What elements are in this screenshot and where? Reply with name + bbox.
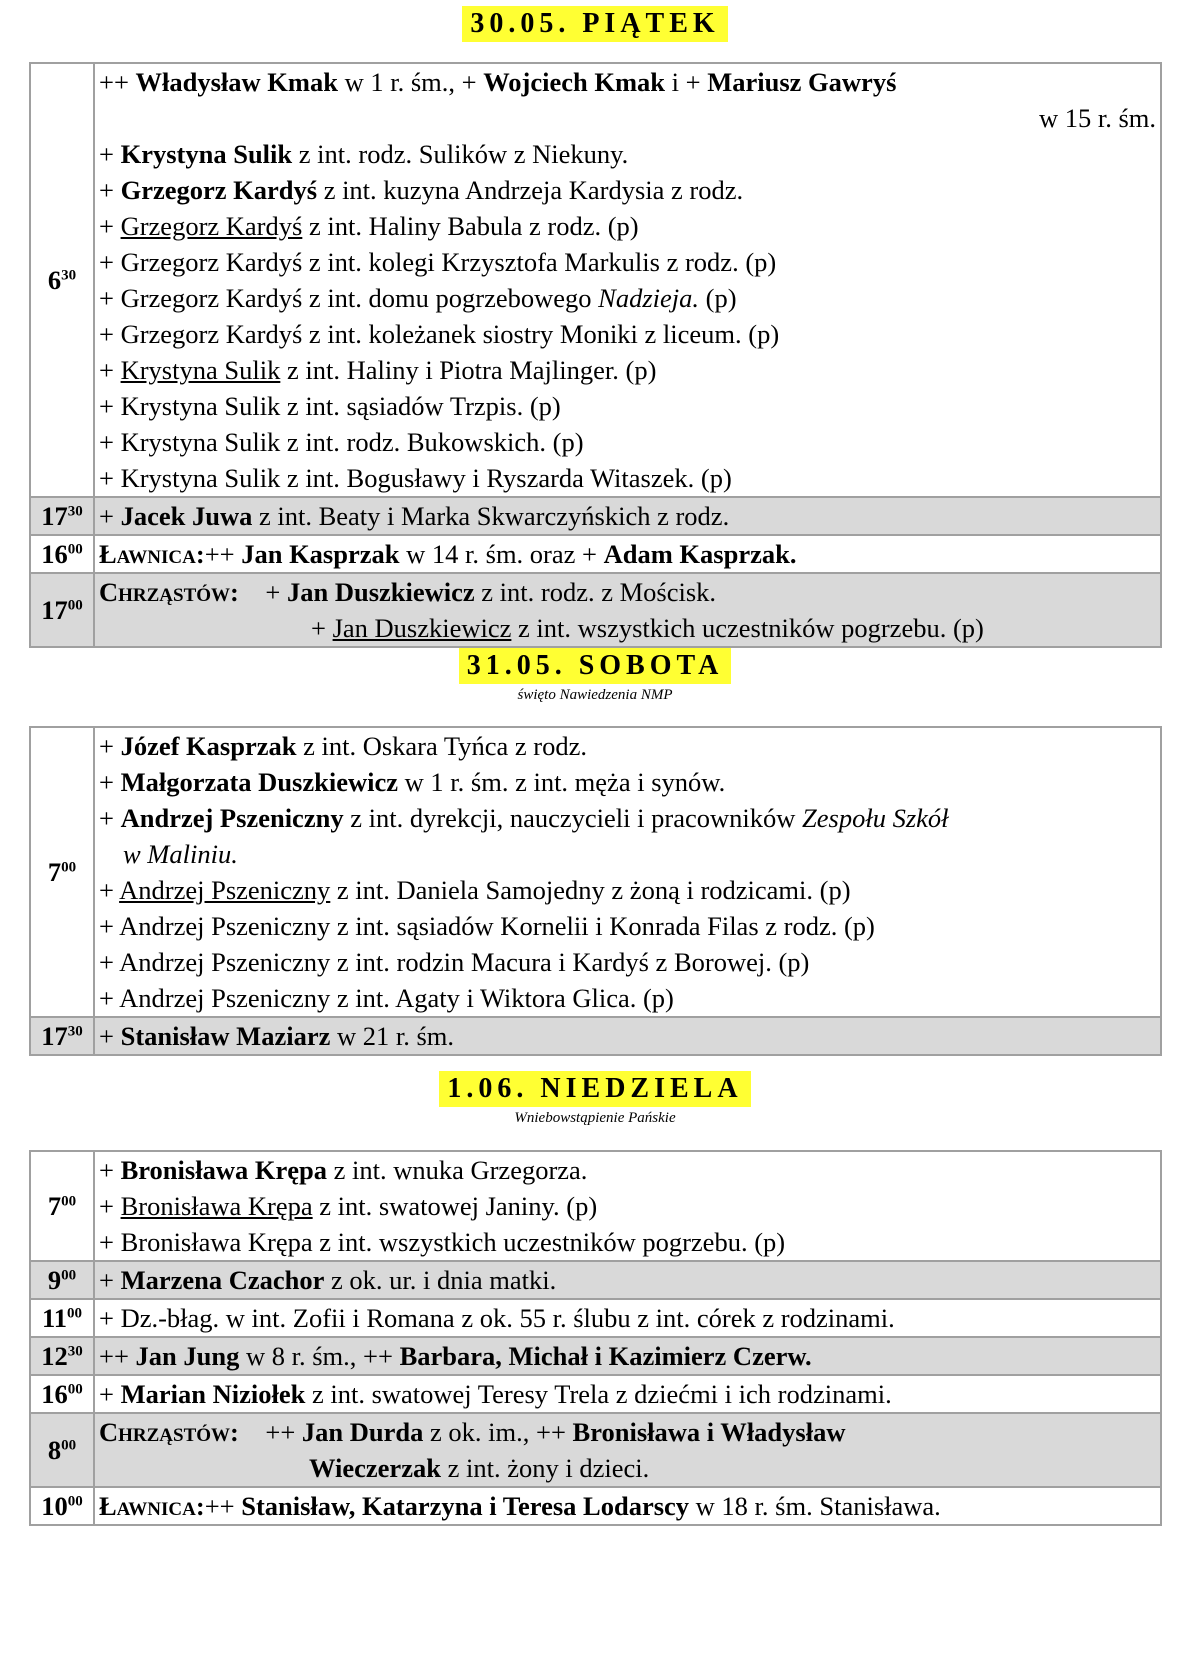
intention-text: w 18 r. śm. Stanisława. <box>689 1491 941 1521</box>
intention-line <box>99 1338 1156 1374</box>
intention-text: (p) <box>699 283 737 313</box>
intention-line <box>99 1018 1156 1054</box>
mass-intentions <box>94 573 1161 647</box>
intention-text: + <box>311 613 333 643</box>
mass-time-minutes: 00 <box>67 597 83 614</box>
intention-text: z int. Daniela Samojedny z żoną i rodzicami. (p) <box>330 875 851 905</box>
intention-line <box>99 1300 1156 1336</box>
mass-time-minutes: 00 <box>61 1267 77 1284</box>
intention-line <box>99 460 1156 496</box>
intention-text: w Maliniu. <box>123 839 238 869</box>
intention-text: z ok. im., ++ <box>423 1417 573 1447</box>
intention-line <box>99 1376 1156 1412</box>
intention-line <box>99 1262 1156 1298</box>
intention-line <box>99 352 1156 388</box>
intention-line <box>99 610 1156 646</box>
deceased-name: Marian Niziołek <box>120 1379 306 1409</box>
deceased-name: Marzena Czachor <box>120 1265 325 1295</box>
mass-row <box>30 1261 1161 1299</box>
intention-text: + <box>99 1021 121 1051</box>
intention-text: + Bronisława Krępa z int. wszystkich uczestników pogrzebu. (p) <box>99 1227 786 1257</box>
mass-row <box>30 727 1161 1017</box>
intention-text: z int. kuzyna Andrzeja Kardysia z rodz. <box>317 175 744 205</box>
day-subtitle: Wniebowstąpienie Pańskie <box>514 1110 676 1126</box>
deceased-name: Józef Kasprzak <box>120 731 297 761</box>
intention-line <box>99 536 1156 572</box>
intention-line <box>99 980 1156 1016</box>
intention-line <box>99 872 1156 908</box>
mass-intentions <box>94 535 1161 573</box>
intention-text: z int. wnuka Grzegorza. <box>326 1155 588 1185</box>
mass-time-hour: 16 <box>41 539 68 569</box>
intention-line <box>99 388 1156 424</box>
intention-text: z int. swatowej Janiny. (p) <box>312 1191 598 1221</box>
mass-row <box>30 1337 1161 1375</box>
intention-line <box>99 1152 1156 1188</box>
deceased-name: Grzegorz Kardyś <box>120 175 318 205</box>
deceased-name: Bronisława i Władysław <box>572 1417 846 1447</box>
mass-time-minutes: 00 <box>61 1437 77 1454</box>
intention-text: w 1 r. śm., + <box>337 67 484 97</box>
intention-text: + Grzegorz Kardyś z int. koleżanek siostry Moniki z liceum. (p) <box>99 319 780 349</box>
mass-time <box>30 1299 94 1337</box>
deceased-name: Jan Duszkiewicz <box>286 577 475 607</box>
schedule-table-1 <box>29 62 1162 648</box>
intention-line <box>99 64 1156 100</box>
mass-intentions <box>94 1413 1161 1487</box>
mass-time-minutes: 00 <box>67 541 83 558</box>
intention-text: + Dz.-błag. w int. Zofii i Romana z ok. 55 r. ślubu z int. córek z rodzinami. <box>99 1303 895 1333</box>
mass-time-minutes: 00 <box>67 1493 83 1510</box>
mass-time-hour: 6 <box>47 265 62 295</box>
mass-time-hour: 17 <box>41 595 68 625</box>
mass-time-hour: 10 <box>41 1491 68 1521</box>
intention-text: + <box>99 175 121 205</box>
mass-time-minutes: 00 <box>67 1305 83 1322</box>
intention-line <box>99 1450 1156 1486</box>
intention-text: w 21 r. śm. <box>330 1021 455 1051</box>
deceased-name: Wojciech Kmak <box>483 67 666 97</box>
mass-row <box>30 1017 1161 1055</box>
deceased-name: Stanisław Maziarz <box>120 1021 331 1051</box>
intention-text: + <box>238 577 287 607</box>
deceased-name: Bronisława Krępa <box>120 1155 327 1185</box>
intention-line <box>99 424 1156 460</box>
mass-time <box>30 1337 94 1375</box>
deceased-name: Stanisław, Katarzyna i Teresa Lodarscy <box>241 1491 690 1521</box>
intention-text: + Grzegorz Kardyś z int. domu pogrzebowego <box>99 283 599 313</box>
deceased-name: Barbara, Michał i Kazimierz Czerw. <box>399 1341 812 1371</box>
mass-time <box>30 1413 94 1487</box>
deceased-name: Andrzej Pszeniczny <box>120 803 344 833</box>
deceased-name: Jacek Juwa <box>120 501 253 531</box>
day-header-1 <box>0 6 1190 42</box>
intention-text: w 15 r. śm. <box>1038 103 1156 133</box>
intention-text: + Krystyna Sulik z int. rodz. Bukowskich. (p) <box>99 427 584 457</box>
intention-text: ++ <box>99 67 136 97</box>
mass-time-hour: 7 <box>47 1191 62 1221</box>
place-name: Ławnica: <box>99 1491 205 1521</box>
mass-time <box>30 1261 94 1299</box>
mass-intentions <box>94 63 1161 497</box>
mass-time <box>30 1017 94 1055</box>
intention-text: z int. swatowej Teresy Trela z dziećmi i ich rodzinami. <box>305 1379 892 1409</box>
mass-row <box>30 573 1161 647</box>
mass-time-hour: 7 <box>47 857 62 887</box>
mass-intentions <box>94 497 1161 535</box>
deceased-name: Jan Jung <box>135 1341 240 1371</box>
mass-row <box>30 1413 1161 1487</box>
intention-line <box>99 172 1156 208</box>
mass-time <box>30 727 94 1017</box>
intention-text: z int. rodz. Sulików z Niekuny. <box>292 139 629 169</box>
intention-text: ++ <box>99 1341 136 1371</box>
intention-line <box>99 1188 1156 1224</box>
mass-row <box>30 1299 1161 1337</box>
intention-line <box>99 1224 1156 1260</box>
day-title: 31.05. SOBOTA <box>459 648 732 684</box>
intention-text: + <box>99 355 121 385</box>
mass-intentions <box>94 1487 1161 1525</box>
intention-line <box>99 728 1156 764</box>
intention-text: Bronisława Krępa <box>120 1191 313 1221</box>
mass-intentions <box>94 1151 1161 1261</box>
mass-time-minutes: 30 <box>67 1023 83 1040</box>
intention-text: + <box>99 1379 121 1409</box>
deceased-name: Wieczerzak <box>309 1453 441 1483</box>
mass-row <box>30 535 1161 573</box>
mass-intentions <box>94 1261 1161 1299</box>
mass-time-hour: 17 <box>41 501 68 531</box>
mass-time <box>30 497 94 535</box>
intention-text: w 1 r. śm. z int. męża i synów. <box>398 767 726 797</box>
intention-text: + <box>99 501 121 531</box>
intention-text: + Krystyna Sulik z int. Bogusławy i Ryszarda Witaszek. (p) <box>99 463 732 493</box>
intention-line <box>99 1414 1156 1450</box>
intention-line <box>99 136 1156 172</box>
intention-text: z int. Haliny Babula z rodz. (p) <box>302 211 639 241</box>
intention-text: w 8 r. śm., ++ <box>239 1341 400 1371</box>
mass-time-minutes: 00 <box>61 859 77 876</box>
intention-text: z ok. ur. i dnia matki. <box>324 1265 557 1295</box>
mass-intentions <box>94 1337 1161 1375</box>
intention-text: ++ <box>204 539 242 569</box>
deceased-name: Mariusz Gawryś <box>707 67 897 97</box>
mass-row <box>30 1375 1161 1413</box>
intention-text: + <box>99 1191 121 1221</box>
intention-text: Nadzieja. <box>598 283 700 313</box>
intention-text: + Krystyna Sulik z int. sąsiadów Trzpis. (p) <box>99 391 561 421</box>
intention-line <box>99 764 1156 800</box>
mass-intentions <box>94 1375 1161 1413</box>
intention-text: + Andrzej Pszeniczny z int. sąsiadów Kornelii i Konrada Filas z rodz. (p) <box>99 911 875 941</box>
intention-line <box>99 498 1156 534</box>
mass-row <box>30 497 1161 535</box>
intention-text: + <box>99 1265 121 1295</box>
intention-text: Andrzej Pszeniczny <box>119 875 331 905</box>
mass-intentions <box>94 1017 1161 1055</box>
mass-time-hour: 16 <box>41 1379 68 1409</box>
intention-text: Krystyna Sulik <box>120 355 281 385</box>
mass-time <box>30 1151 94 1261</box>
place-name: Chrząstów: <box>99 577 239 607</box>
intention-line <box>99 836 1156 872</box>
mass-time-hour: 9 <box>47 1265 62 1295</box>
mass-time-hour: 17 <box>41 1021 68 1051</box>
intention-text: w 14 r. śm. oraz + <box>399 539 604 569</box>
deceased-name: Krystyna Sulik <box>120 139 293 169</box>
day-subtitle: święto Nawiedzenia NMP <box>517 687 673 703</box>
deceased-name: Władysław Kmak <box>135 67 338 97</box>
day-title: 30.05. PIĄTEK <box>462 6 727 42</box>
intention-line <box>99 908 1156 944</box>
mass-intentions <box>94 727 1161 1017</box>
intention-text: + <box>99 875 120 905</box>
mass-time-minutes: 30 <box>67 503 83 520</box>
intention-line <box>99 1488 1156 1524</box>
intention-text: z int. Beaty i Marka Skwarczyńskich z rodz. <box>252 501 730 531</box>
intention-text: + <box>99 211 121 241</box>
intention-text: z int. żony i dzieci. <box>440 1453 650 1483</box>
place-name: Chrząstów: <box>99 1417 239 1447</box>
intention-text: + <box>99 803 121 833</box>
mass-time-hour: 8 <box>47 1435 62 1465</box>
place-name: Ławnica: <box>99 539 205 569</box>
intention-line <box>99 244 1156 280</box>
intention-text: Grzegorz Kardyś <box>120 211 303 241</box>
mass-time <box>30 535 94 573</box>
schedule-table-3 <box>29 1150 1162 1526</box>
day-header-3 <box>0 1071 1190 1127</box>
schedule-table-2 <box>29 726 1162 1056</box>
intention-line <box>99 208 1156 244</box>
deceased-name: Jan Kasprzak <box>241 539 400 569</box>
intention-text: z int. wszystkich uczestników pogrzebu. (p) <box>511 613 984 643</box>
mass-time <box>30 1375 94 1413</box>
mass-time-hour: 11 <box>41 1303 68 1333</box>
deceased-name: Adam Kasprzak. <box>603 539 797 569</box>
mass-intentions <box>94 1299 1161 1337</box>
mass-time <box>30 573 94 647</box>
intention-text: ++ <box>204 1491 242 1521</box>
mass-time-minutes: 00 <box>61 1193 77 1210</box>
intention-text: Zespołu Szkół <box>802 803 949 833</box>
intention-text: z int. dyrekcji, nauczycieli i pracowników <box>343 803 803 833</box>
intention-text: + <box>99 731 121 761</box>
intention-text: + <box>99 1155 121 1185</box>
intention-line <box>99 100 1156 136</box>
mass-time-minutes: 30 <box>61 267 77 284</box>
day-header-2 <box>0 648 1190 704</box>
mass-row <box>30 63 1161 497</box>
mass-row <box>30 1487 1161 1525</box>
mass-time-hour: 12 <box>41 1341 68 1371</box>
deceased-name: Małgorzata Duszkiewicz <box>120 767 399 797</box>
intention-text: z int. Haliny i Piotra Majlinger. (p) <box>280 355 657 385</box>
intention-text: i + <box>665 67 708 97</box>
intention-text: Jan Duszkiewicz <box>332 613 512 643</box>
intention-text: + Andrzej Pszeniczny z int. Agaty i Wiktora Glica. (p) <box>99 983 674 1013</box>
intention-text: + Grzegorz Kardyś z int. kolegi Krzysztofa Markulis z rodz. (p) <box>99 247 777 277</box>
mass-time-minutes: 30 <box>67 1343 83 1360</box>
intention-line <box>99 574 1156 610</box>
intention-text: + Andrzej Pszeniczny z int. rodzin Macura i Kardyś z Borowej. (p) <box>99 947 810 977</box>
day-title: 1.06. NIEDZIELA <box>439 1071 750 1107</box>
mass-row <box>30 1151 1161 1261</box>
intention-text: ++ <box>238 1417 302 1447</box>
intention-line <box>99 316 1156 352</box>
intention-line <box>99 280 1156 316</box>
intention-line <box>99 800 1156 836</box>
mass-time <box>30 63 94 497</box>
mass-time <box>30 1487 94 1525</box>
intention-text: + <box>99 767 121 797</box>
intention-text: z int. rodz. z Mościsk. <box>474 577 717 607</box>
mass-time-minutes: 00 <box>67 1381 83 1398</box>
intention-text: z int. Oskara Tyńca z rodz. <box>296 731 588 761</box>
deceased-name: Jan Durda <box>301 1417 424 1447</box>
intention-line <box>99 944 1156 980</box>
intention-text: + <box>99 139 121 169</box>
